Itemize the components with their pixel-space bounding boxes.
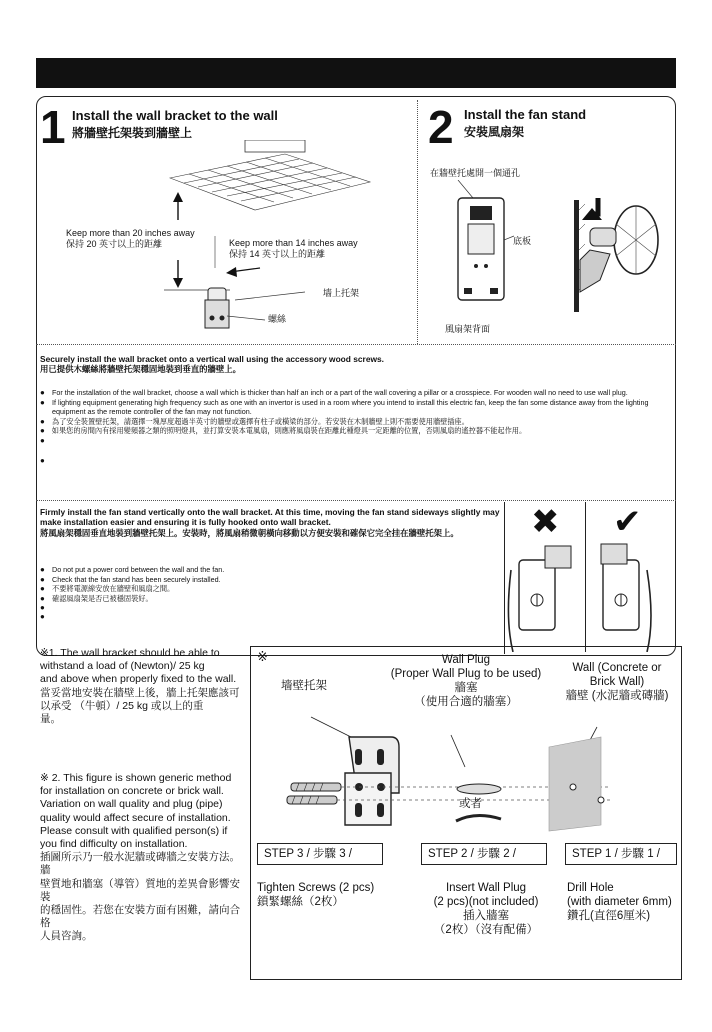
wall-label: Wall (Concrete or Brick Wall) 牆壁 (水泥牆或磚牆): [565, 662, 669, 702]
label-stand-back: 風扇架背面: [445, 324, 491, 334]
list-item: ●: [40, 435, 45, 445]
correct-icon: ✔: [613, 503, 642, 541]
dist-side-en: Keep more than 14 inches away: [229, 238, 358, 248]
step-1-desc: Drill Hole (with diameter 6mm) 鑽孔(直徑6厘米): [567, 882, 672, 922]
bracket-mount-comparison: [505, 540, 675, 652]
wall-plug-illustration: [251, 707, 681, 837]
step-2-desc: Insert Wall Plug (2 pcs)(not included) 插入牆塞 （2枚）（沒有配備）: [433, 882, 539, 936]
step-3-desc: Tighten Screws (2 pcs) 鎖緊螺絲（2枚）: [257, 882, 375, 908]
step2-title-zh: 安裝風扇架: [464, 125, 525, 139]
list-item: ●: [40, 603, 45, 613]
label-screw: 螺絲: [268, 314, 287, 324]
stand-instruction-zh: 將風扇架穩固垂直地裝到牆壁托架上。安裝時，將風扇稍微朝橫向移動以方便安裝和確保它完全挂在牆壁托架上。: [40, 528, 459, 538]
step-2-box: STEP 2 / 步驟 2 /: [421, 843, 547, 865]
list-item: ● For the installation of the wall bracket, choose a wall which is thicker than half an inch or a part of the wall covering a pillar or a crosspiece. For wooden wall no need to use wall plug.: [40, 388, 628, 397]
wall-plug-diagram: [250, 646, 682, 980]
dist-top-zh: 保持 20 英寸以上的距離: [66, 239, 163, 249]
list-item: ● Check that the fan stand has been securely installed.: [40, 574, 221, 584]
step1-instruction-zh: 用已提供木螺絲將牆壁托架穩固地裝到垂直的牆壁上。: [40, 364, 241, 374]
step2-title-en: Install the fan stand: [464, 107, 587, 122]
step1-bullet-list: [40, 388, 670, 465]
section-divider: [36, 344, 676, 345]
step1-title-en: Install the wall bracket to the wall: [72, 108, 278, 123]
note-2: ※ 2. This figure is shown generic method for installation on concrete or brick wall. Variation on wall quality and plug (pipe) quality would affect secure of installation. Please consult with qualified person(s) if you find difficulty on installation. 插圖所示乃一般水泥牆或磚牆之安裝方法。牆 壁質地和牆塞（導管）質地的差異會影響安裝 的穩固性。若您在安裝方面有困難，請向合格 人員咨詢。: [40, 772, 240, 943]
label-through-hole: 在牆壁托處開一個通孔: [430, 168, 521, 178]
list-item: ● Do not put a power cord between the wall and the fan.: [40, 565, 225, 574]
section-header-bar: [36, 58, 676, 88]
label-base-plate: 底板: [513, 236, 532, 246]
note-mark: ※: [257, 649, 268, 664]
wrong-icon: ✖: [531, 503, 560, 541]
step1-number: 1: [40, 101, 66, 153]
compare-illustration: [504, 502, 676, 654]
or-label: 或者: [459, 798, 482, 810]
stand-instruction-en: Firmly install the fan stand vertically onto the wall bracket. At this time, moving the fan stand sideways slightly may make installation easier and ensuring it is fully hooked onto wall bracket.: [40, 507, 500, 527]
dist-side-zh: 保持 14 英寸以上的距離: [229, 249, 326, 259]
fan-stand-illustration: [440, 180, 660, 320]
label-wall-bracket: 墻上托架: [323, 288, 360, 298]
wall-plug-label: Wall Plug (Proper Wall Plug to be used) 牆塞 （使用合適的牆塞）: [390, 654, 542, 708]
step1-title-zh: 將牆壁托架裝到牆壁上: [72, 126, 193, 140]
stand-bullet-list: [40, 565, 500, 621]
note-1: ※1. The wall bracket should be able to withstand a load of (Newton)/ 25 kg and above when properly fixed to the wall. 當妥當地安裝在牆壁上後，牆上托架應該可 以承受 （牛頓）/ 25 kg 或以上的重 量。: [40, 647, 240, 726]
dist-top-en: Keep more than 20 inches away: [66, 228, 195, 238]
step-1-box: STEP 1 / 步驟 1 /: [565, 843, 677, 865]
list-item: ●: [40, 612, 45, 622]
section-divider: [36, 500, 676, 501]
list-item: ● 不要將電源線安放在牆壁和風扇之間。: [40, 584, 175, 594]
list-item: ●: [40, 455, 45, 465]
step-divider: [417, 100, 418, 344]
list-item: ● 為了安全裝置壁托架，請選擇一塊厚度超過半英寸的牆壁或選擇有柱子或橫梁的部分。若安裝在木制牆壁上則不需要使用牆壁插座。: [40, 416, 469, 426]
list-item: ● 如果您的房間內有採用變頻器之類的照明燈具，並打算安裝本電風扇，則應將風扇裝在距離此種燈具一定距離的位置，否則風扇的遙控器不能起作用。: [40, 426, 527, 436]
step-3-box: STEP 3 / 步驟 3 /: [257, 843, 383, 865]
list-item: ● If lighting equipment generating high frequency such as one with an invertor is used in a room where you intend to install this electric fan, keep the fan some distance away from the lighting equipment as the remote controller of the fan may not function.: [40, 397, 649, 417]
step1-instruction-en: Securely install the wall bracket onto a vertical wall using the accessory wood screws.: [40, 354, 384, 364]
label-wall-bracket-diagram: 墻壁托架: [281, 680, 327, 692]
list-item: ● 確認風扇架是否已被穩固裝好。: [40, 593, 153, 603]
step2-number: 2: [428, 101, 454, 153]
